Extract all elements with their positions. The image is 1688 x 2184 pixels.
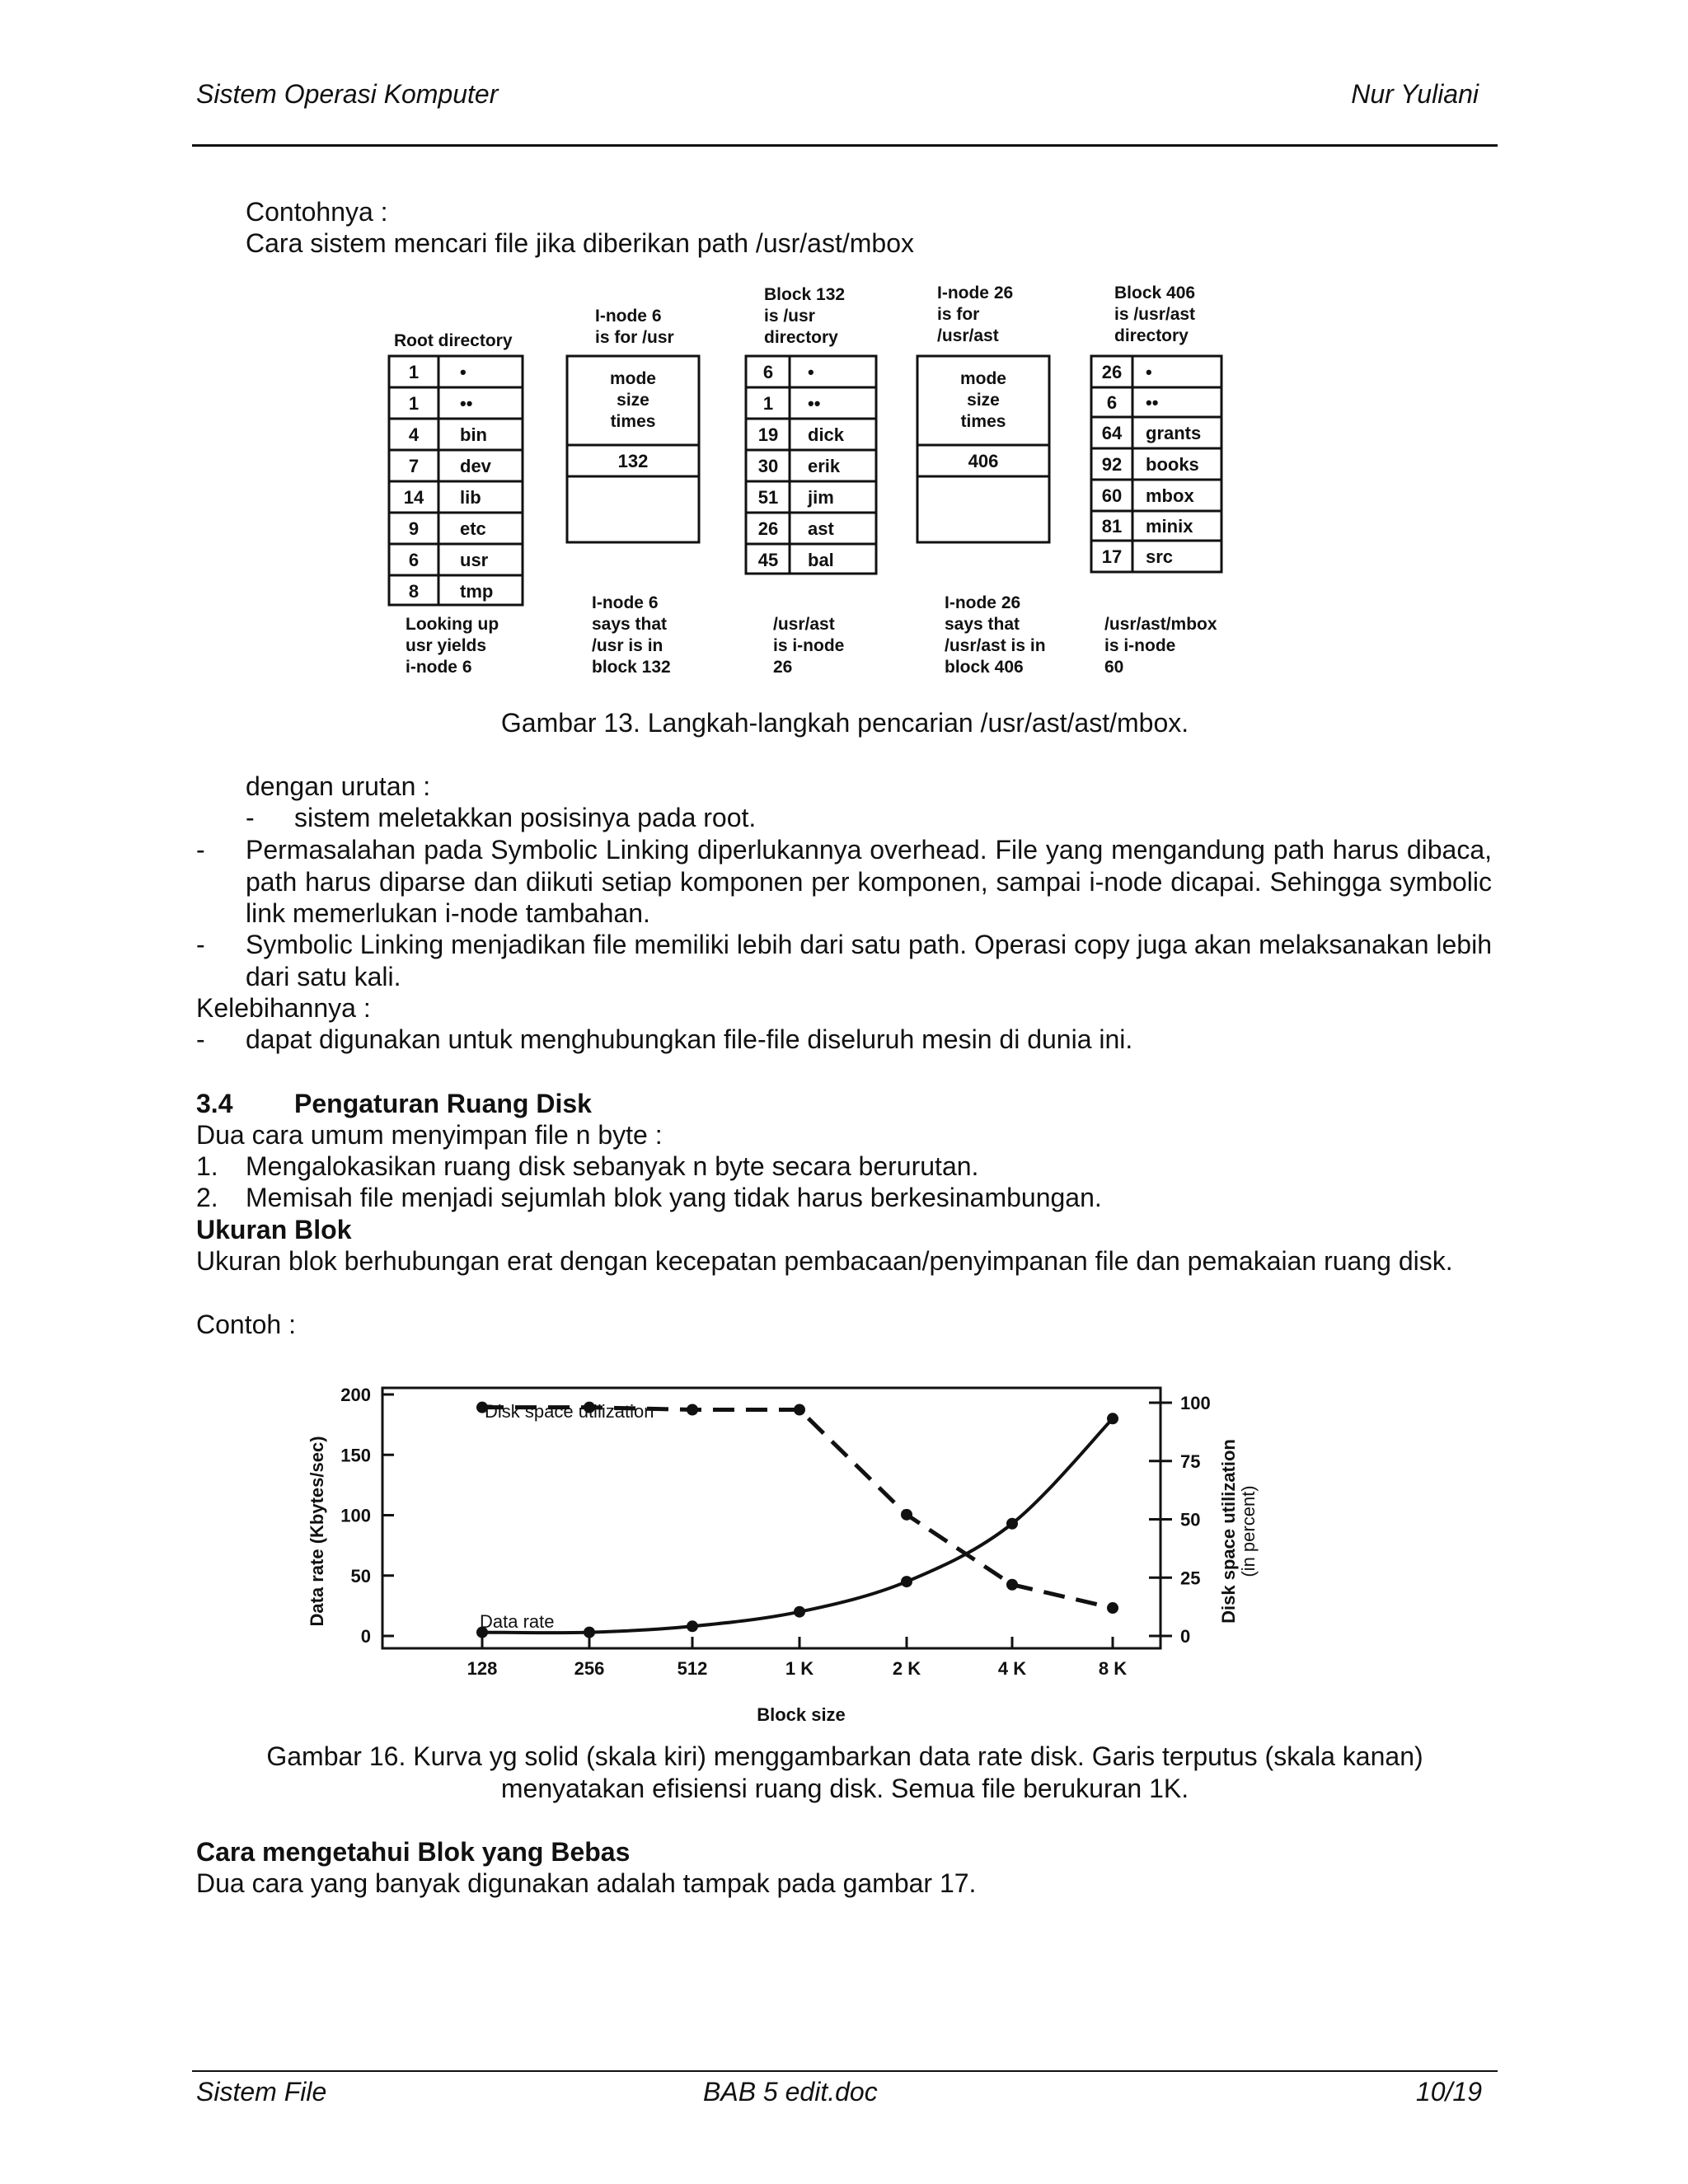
left-tick-label-0: 0 [360, 1626, 371, 1647]
block406-title-0: Block 406 [1114, 284, 1196, 302]
b132-name-0: • [808, 362, 814, 382]
inode6-title-0: I-node 6 [595, 307, 662, 326]
inode6-note-1: says that [592, 615, 668, 634]
b406-inode-6: 17 [1101, 546, 1123, 567]
root-name-2: bin [460, 424, 487, 445]
x-tick-label-2: 512 [677, 1658, 708, 1679]
root-inode-1: 1 [408, 393, 420, 414]
inode26-note-0: I-node 26 [945, 593, 1021, 612]
block406-entries [1102, 362, 1201, 567]
b132-name-2: dick [808, 424, 845, 445]
root-note-2: i-node 6 [406, 658, 472, 677]
b132-inode-3: 30 [757, 456, 779, 476]
b406-name-5: minix [1146, 516, 1193, 537]
right-tick-label-2: 50 [1180, 1509, 1201, 1530]
b406-name-6: src [1146, 546, 1174, 567]
block406-title-1: is /usr/ast [1114, 305, 1196, 324]
block406-note-0: /usr/ast/mbox [1104, 615, 1217, 634]
kelebihan-dash: - [196, 1024, 205, 1054]
utilization-point-8K [1107, 1602, 1118, 1614]
x-tick-label-3: 1 K [785, 1658, 814, 1679]
inode26-note-2: /usr/ast is in [945, 636, 1046, 655]
inode26-attr-mode: mode [959, 369, 1007, 388]
block132-title-1: is /usr [764, 307, 815, 326]
utilization-series-label: Disk space utilization [485, 1401, 654, 1422]
b406-inode-3: 92 [1101, 454, 1123, 475]
root-name-5: etc [460, 518, 486, 539]
inode6-note-2: /usr is in [592, 636, 663, 655]
left-tick-label-4: 200 [340, 1385, 371, 1405]
inode26-title-2: /usr/ast [937, 326, 999, 345]
root-inode-7: 8 [408, 581, 420, 602]
plot-frame [382, 1388, 1160, 1648]
x-tick-label-1: 256 [574, 1658, 605, 1679]
utilization-point-1K [794, 1404, 805, 1415]
list-item-1: Mengalokasikan ruang disk sebanyak n byte secara berurutan. [246, 1151, 979, 1181]
inode26-title-0: I-node 26 [937, 284, 1014, 302]
block406-note-1: is i-node [1104, 636, 1176, 655]
left-tick-label-1: 50 [350, 1565, 371, 1586]
block406-note-2: 60 [1104, 658, 1124, 677]
x-axis-ticks [467, 1637, 1128, 1679]
b406-name-2: grants [1146, 423, 1202, 443]
block406-title-2: directory [1114, 326, 1189, 345]
footer-page: 10/19 [1415, 2077, 1482, 2107]
b132-inode-5: 26 [757, 518, 779, 539]
root-inode-0: 1 [408, 362, 420, 382]
free-blocks-text: Dua cara yang banyak digunakan adalah tampak pada gambar 17. [196, 1868, 977, 1898]
figure-13-caption: Gambar 13. Langkah-langkah pencarian /usr/ast/ast/mbox. [500, 708, 1189, 738]
list-item-2: Memisah file menjadi sejumlah blok yang tidak harus berkesinambungan. [246, 1183, 1102, 1212]
figure-13-diagram [363, 272, 1253, 684]
section-intro: Dua cara umum menyimpan file n byte : [196, 1120, 663, 1150]
bullet-multipath: Symbolic Linking menjadikan file memiliki lebih dari satu path. Operasi copy juga akan melaksanakan lebih dari satu kali. [246, 930, 1492, 991]
ukuran-heading: Ukuran Blok [196, 1215, 352, 1244]
inode6-note-3: block 132 [592, 658, 671, 677]
y-axis-label: Data rate (Kbytes/sec) [307, 1436, 327, 1627]
urutan-label: dengan urutan : [246, 771, 431, 801]
data-rate-line [482, 1418, 1113, 1633]
root-name-0: • [460, 362, 467, 382]
right-axis-ticks [1149, 1393, 1211, 1647]
b132-name-3: erik [808, 456, 841, 476]
b406-inode-5: 81 [1101, 516, 1123, 537]
root-inode-4: 14 [403, 487, 424, 508]
x-tick-label-4: 2 K [892, 1658, 921, 1679]
inode6-note-0: I-node 6 [592, 593, 659, 612]
right-tick-label-3: 75 [1180, 1451, 1201, 1472]
section-number: 3.4 [196, 1089, 233, 1118]
urutan-item: sistem meletakkan posisinya pada root. [294, 803, 757, 832]
root-title: Root directory [394, 331, 513, 350]
b132-inode-1: 1 [762, 393, 774, 414]
y2-axis-label-1: (in percent) [1238, 1485, 1259, 1577]
b406-inode-4: 60 [1101, 485, 1123, 506]
b132-inode-2: 19 [757, 424, 779, 445]
b132-inode-0: 6 [762, 362, 774, 382]
utilization-point-4K [1006, 1579, 1018, 1591]
root-name-6: usr [460, 550, 489, 570]
b132-name-6: bal [808, 550, 834, 570]
root-note-1: usr yields [406, 636, 487, 655]
left-tick-label-3: 150 [340, 1445, 371, 1466]
bullet-dash-2: - [196, 930, 205, 959]
inode6-attr-times: times [610, 412, 656, 431]
data-rate-point-1K [794, 1606, 805, 1618]
footer-left: Sistem File [196, 2077, 327, 2107]
data-rate-point-256 [584, 1627, 595, 1638]
x-axis-label: Block size [757, 1704, 846, 1725]
x-tick-label-6: 8 K [1098, 1658, 1128, 1679]
data-rate-point-512 [687, 1620, 698, 1632]
bullet-overhead: Permasalahan pada Symbolic Linking diperlukannya overhead. File yang mengandung path harus dibaca, path harus diparse dan diikuti setiap komponen per komponen, sampai i-node dicapai. Sehingga symbolic link memerlukan i-node tambahan. [246, 835, 1492, 928]
right-tick-label-4: 100 [1180, 1393, 1211, 1413]
block132-entries [758, 362, 845, 570]
b406-name-0: • [1146, 362, 1152, 382]
right-tick-label-0: 0 [1180, 1626, 1191, 1647]
root-inode-3: 7 [408, 456, 420, 476]
list-num-2: 2. [196, 1183, 218, 1212]
inode26-block: 406 [968, 451, 999, 471]
header-author: Nur Yuliani [1351, 79, 1479, 109]
b406-inode-2: 64 [1101, 423, 1123, 443]
data-rate-point-4K [1006, 1518, 1018, 1530]
block-size-chart [297, 1352, 1269, 1739]
b132-inode-4: 51 [757, 487, 779, 508]
inode6-title-1: is for /usr [595, 328, 674, 347]
footer-center: BAB 5 edit.doc [703, 2077, 878, 2107]
footer-rule [192, 2070, 1498, 2072]
header-title: Sistem Operasi Komputer [196, 79, 499, 109]
block132-title-2: directory [764, 328, 838, 347]
contoh-label: Contoh : [196, 1310, 296, 1339]
kelebihan-item: dapat digunakan untuk menghubungkan file-file diseluruh mesin di dunia ini. [246, 1024, 1133, 1054]
inode26-note-1: says that [945, 615, 1020, 634]
b406-inode-1: 6 [1106, 392, 1118, 413]
root-inode-5: 9 [408, 518, 420, 539]
root-inode-2: 4 [408, 424, 420, 445]
block132-note-1: is i-node [773, 636, 845, 655]
free-blocks-heading: Cara mengetahui Blok yang Bebas [196, 1837, 631, 1867]
ukuran-text: Ukuran blok berhubungan erat dengan kecepatan pembacaan/penyimpanan file dan pemakaian ruang disk. [196, 1246, 1453, 1276]
root-name-3: dev [460, 456, 491, 476]
b132-inode-6: 45 [757, 550, 779, 570]
header-rule [192, 144, 1498, 147]
b132-name-1: •• [808, 393, 821, 414]
b406-name-4: mbox [1146, 485, 1194, 506]
b406-name-3: books [1146, 454, 1199, 475]
data-rate-point-2K [901, 1576, 912, 1587]
intro-contohnya: Contohnya : [246, 197, 388, 227]
left-axis-ticks [340, 1385, 394, 1647]
right-tick-label-1: 25 [1180, 1568, 1201, 1589]
figure-16-caption: Gambar 16. Kurva yg solid (skala kiri) menggambarkan data rate disk. Garis terputus (skala kanan) menyatakan efisiensi ruang disk. Semua file berukuran 1K. [266, 1741, 1423, 1803]
data-rate-point-8K [1107, 1413, 1118, 1424]
data-rate-points [476, 1413, 1118, 1638]
block132-note-0: /usr/ast [773, 615, 835, 634]
utilization-point-512 [687, 1404, 698, 1415]
utilization-line [482, 1408, 1113, 1608]
inode26-attr-size: size [967, 391, 1000, 410]
inode6-block: 132 [617, 451, 649, 471]
inode26-title-1: is for [937, 305, 980, 324]
utilization-point-2K [901, 1509, 912, 1521]
inode26-attr-times: times [960, 412, 1006, 431]
urutan-dash: - [246, 803, 255, 832]
root-inode-6: 6 [408, 550, 420, 570]
x-tick-label-5: 4 K [997, 1658, 1027, 1679]
b132-name-5: ast [808, 518, 834, 539]
b132-name-4: jim [808, 487, 834, 508]
intro-description: Cara sistem mencari file jika diberikan path /usr/ast/mbox [246, 228, 914, 258]
utilization-points [476, 1402, 1118, 1614]
block132-note-2: 26 [773, 658, 793, 677]
kelebihan-label: Kelebihannya : [196, 993, 371, 1023]
list-num-1: 1. [196, 1151, 218, 1181]
b406-inode-0: 26 [1101, 362, 1123, 382]
root-name-1: •• [460, 393, 473, 414]
data-rate-series-label: Data rate [480, 1611, 555, 1632]
y2-axis-label-0: Disk space utilization [1218, 1439, 1239, 1624]
root-note-0: Looking up [406, 615, 499, 634]
root-name-7: tmp [460, 581, 494, 602]
inode26-note-3: block 406 [945, 658, 1024, 677]
block132-title-0: Block 132 [764, 285, 846, 304]
inode6-attr-mode: mode [609, 369, 657, 388]
left-tick-label-2: 100 [340, 1505, 371, 1526]
b406-name-1: •• [1146, 392, 1159, 413]
bullet-dash-1: - [196, 835, 205, 865]
x-tick-label-0: 128 [467, 1658, 498, 1679]
section-title: Pengaturan Ruang Disk [294, 1089, 592, 1118]
root-name-4: lib [460, 487, 481, 508]
inode6-attr-size: size [617, 391, 649, 410]
